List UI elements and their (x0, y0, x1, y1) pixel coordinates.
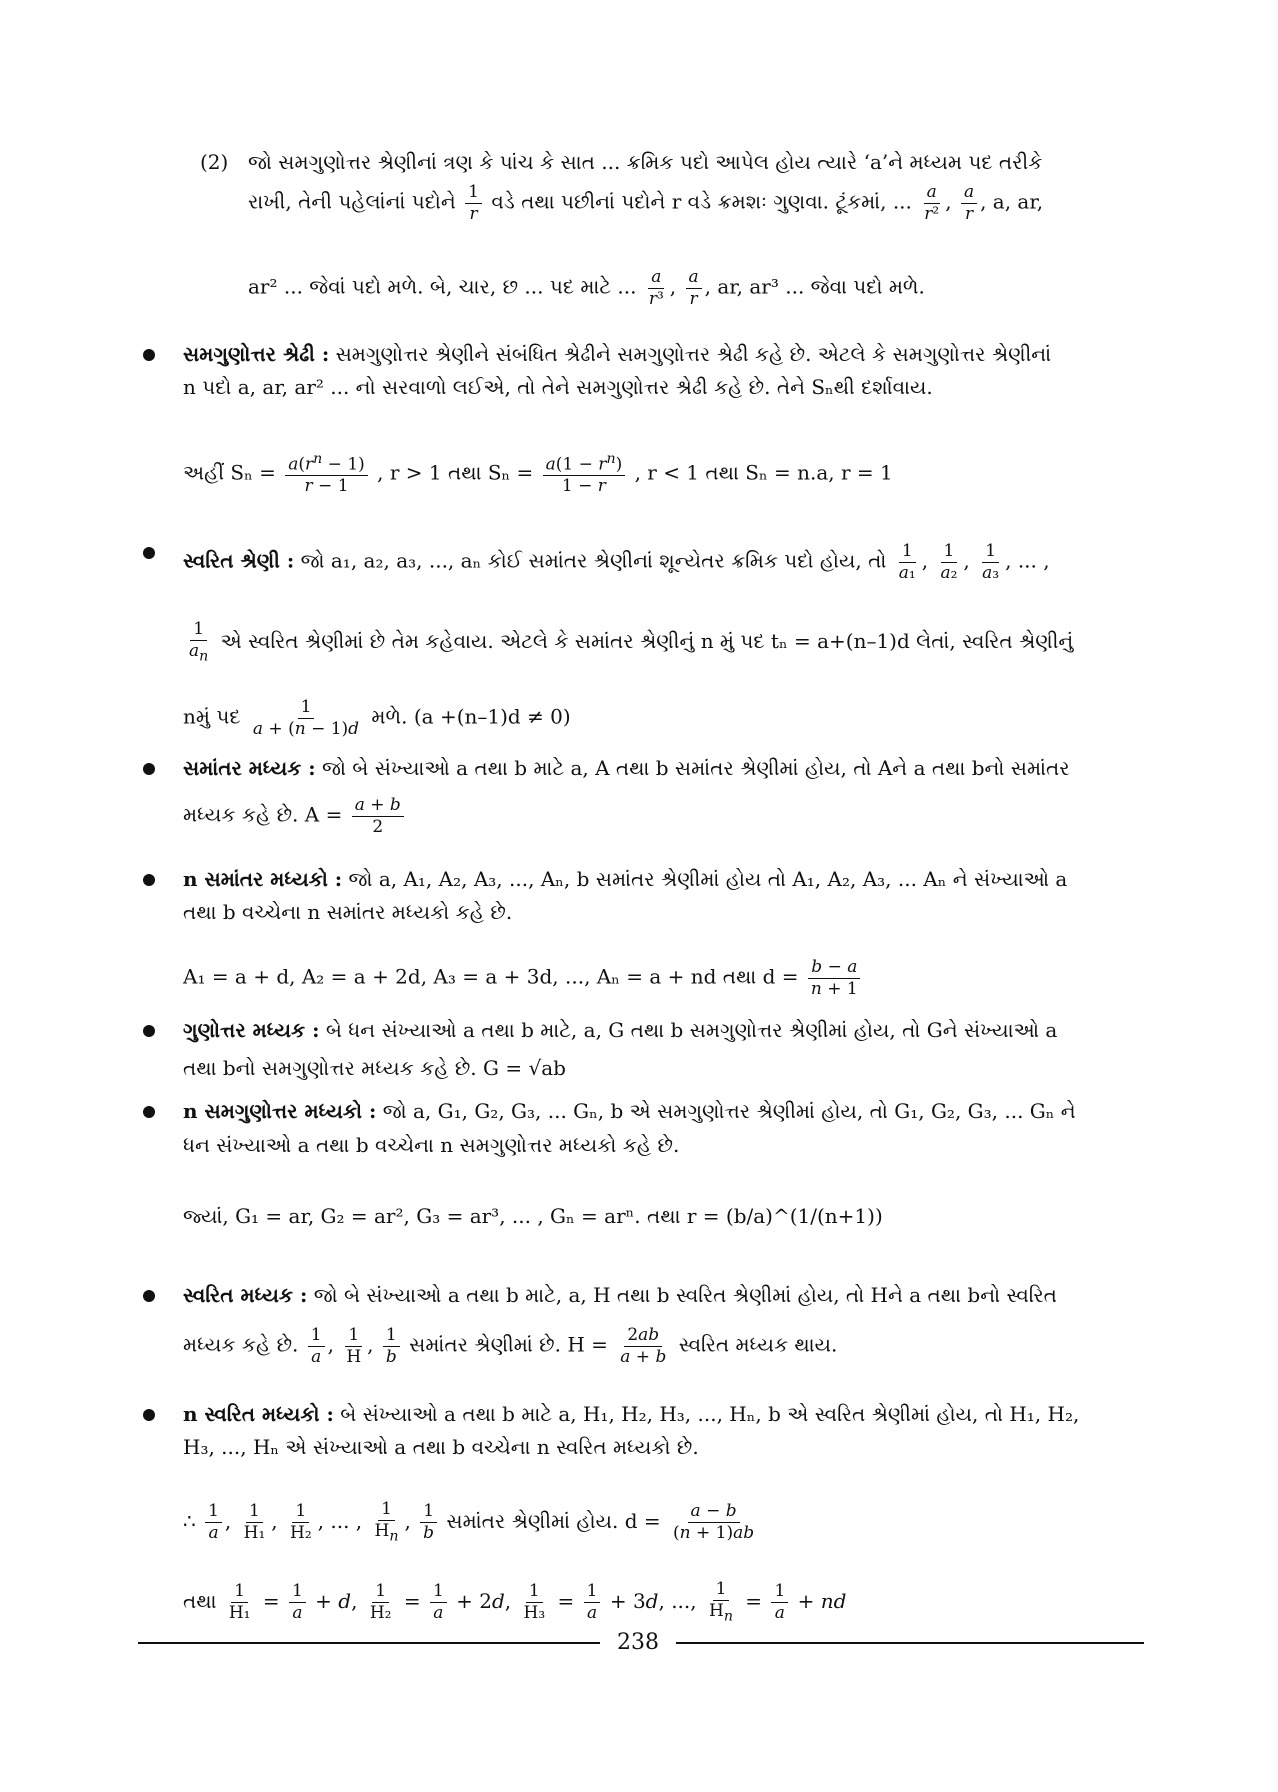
hm-line1: સ્વરિત મધ્યક : જો બે સંખ્યાઓ a તથા b માટે, a, H તથા b સ્વરિત શ્રેણીમાં હોય, તો Hને a તથા bનો સ્વરિત (183, 1283, 1057, 1307)
geo-series-line2: n પદો a, ar, ar² ... નો સરવાળો લઈએ, તો તેને સમગુણોત્તર શ્રેઢી કહે છે. તેને Sₙથી દર્શાવાય. (183, 375, 933, 399)
section-heading: સમગુણોત્તર શ્રેઢી : (183, 342, 330, 366)
n-am-line2: તથા b વચ્ચેના n સમાંતર મધ્યકો કહે છે. (183, 900, 513, 924)
fraction: $\frac{2ab}{a + b}$ (620, 1325, 667, 1367)
n-hm-formula1: ∴ $\frac{1}{a}$ , $\frac{1}{\text{H₁}}$ , $\frac{1}{\text{H₂}}$ , ... , $\frac{1}{H_n}$ , $\frac{1}{b}$ સમાંતર શ્રેણીમાં હોય. d = $\frac{a - b}{(n + 1)ab}$ (183, 1500, 760, 1545)
n-am-formula: A₁ = a + d, A₂ = a + 2d, A₃ = a + 3d, ..., Aₙ = a + nd તથા d = $\frac{b - a}{n + 1}$ (183, 958, 864, 998)
n-gm-formula: જ્યાં, G₁ = ar, G₂ = ar², G₃ = ar³, ... , Gₙ = arⁿ. તથા r = (b/a)^(1/(n+1)) (183, 1204, 883, 1228)
section-heading: ગુણોત્તર મધ્યક : (183, 1018, 320, 1042)
n-hm-line2: H₃, ..., Hₙ એ સંખ્યાઓ a તથા b વચ્ચેના n સ્વરિત મધ્યકો છે. (183, 1435, 699, 1459)
fraction: $\frac{1}{a}$ (584, 1582, 601, 1622)
fraction: $\frac{1}{a}$ (430, 1582, 447, 1622)
fraction: $\frac{1}{a}$ (205, 1502, 222, 1542)
fraction: $\frac{1}{\text{H₁}}$ (243, 1501, 266, 1543)
bullet-icon (143, 1025, 155, 1037)
fraction: $\frac{1}{\text{a₁}}$ (898, 541, 916, 583)
section-heading: n સ્વરિત મધ્યકો : (183, 1402, 334, 1426)
fraction: $\frac{a}{r}$ (686, 268, 702, 308)
geo-series-formula: અહીં Sₙ = $\frac{a(r^n - 1)}{r - 1}$ , r > 1 તથા Sₙ = $\frac{a(1 - r^n)}{1 - r}$ , r < 1 તથા Sₙ = n.a, r = 1 (183, 451, 893, 497)
harmonic-series-line1: સ્વરિત શ્રેણી : જો a₁, a₂, a₃, ..., aₙ કોઈ સમાંતર શ્રેણીનાં શૂન્યેતર ક્રમિક પદો હોય, તો $\frac{1}{\text{a₁}}$ , $\frac{1}{\text{a₂}}$ , $\frac{1}{\text{a₃}}$ , ... , (183, 541, 1050, 583)
fraction: $\frac{1}{H}$ (346, 1325, 362, 1367)
fraction: $\frac{1}{\text{a₃}}$ (982, 541, 1000, 583)
bullet-icon (143, 874, 155, 886)
fraction: $\frac{1}{b}$ (383, 1326, 400, 1366)
item2-line3: ar² ... જેવાં પદો મળે. બે, ચાર, છ ... પદ માટે ... $\frac{a}{\text{r³}}$ , $\frac{a}{r}$ , ar, ar³ ... જેવા પદો મળે. (248, 267, 925, 309)
bullet-icon (143, 547, 155, 559)
section-heading: સમાંતર મધ્યક : (183, 756, 316, 780)
fraction: $\frac{1}{\text{a₂}}$ (940, 541, 958, 583)
fraction: $\frac{1}{H_n}$ (374, 1499, 399, 1545)
section-heading: n સમાંતર મધ્યકો : (183, 867, 343, 891)
fraction: $\frac{a}{r}$ (961, 183, 977, 223)
fraction: $\frac{1}{\text{H₃}}$ (523, 1581, 546, 1623)
n-gm-line1: n સમગુણોત્તર મધ્યકો : જો a, G₁, G₂, G₃, ... Gₙ, b એ સમગુણોત્તર શ્રેણીમાં હોય, તો G₁, G₂, G₃, ... Gₙ ને (183, 1099, 1076, 1123)
fraction: $\frac{a}{\text{r³}}$ (648, 267, 664, 309)
fraction: $\frac{a(1 - r^n)}{1 - r}$ (543, 452, 626, 496)
fraction: $\frac{1}{b}$ (420, 1502, 437, 1542)
n-am-line1: n સમાંતર મધ્યકો : જો a, A₁, A₂, A₃, ..., Aₙ, b સમાંતર શ્રેણીમાં હોય તો A₁, A₂, A₃, ... Aₙ ને સંખ્યાઓ a (183, 867, 1068, 891)
geo-series-line1: સમગુણોત્તર શ્રેઢી : સમગુણોત્તર શ્રેણીને સંબંધિત શ્રેઢીને સમગુણોત્તર શ્રેઢી કહે છે. એટલે કે સમગુણોત્તર શ્રેણીનાં (183, 342, 1052, 366)
n-hm-formula2: તથા $\frac{1}{\text{H₁}}$ = $\frac{1}{a}$ + d, $\frac{1}{\text{H₂}}$ = $\frac{1}{a}$ + 2d, $\frac{1}{\text{H₃}}$ = $\frac{1}{a}$ + 3d, ..., $\frac{1}{H_n}$ = $\frac{1}{a}$ + nd (183, 1579, 847, 1625)
bullet-icon (143, 349, 155, 361)
fraction: $\frac{b - a}{n + 1}$ (808, 958, 861, 998)
page-number: 238 (617, 1630, 659, 1655)
item2-marker: (2) (200, 150, 229, 174)
section-heading: n સમગુણોત્તર મધ્યકો : (183, 1099, 377, 1123)
fraction: $\frac{1}{r}$ (465, 183, 482, 223)
bullet-icon (143, 1106, 155, 1118)
fraction: $\frac{1}{H_n}$ (709, 1579, 733, 1625)
item2-line1: જો સમગુણોત્તર શ્રેણીનાં ત્રણ કે પાંચ કે સાત ... ક્રમિક પદો આપેલ હોય ત્યારે ‘a’ને મધ્યમ પદ તરીકે (248, 150, 1043, 174)
am-line2: મધ્યક કહે છે. A = $\frac{a + b}{2}$ (183, 796, 407, 836)
section-heading: સ્વરિત શ્રેણી : (183, 548, 295, 573)
hm-line2: મધ્યક કહે છે. $\frac{1}{a}$ , $\frac{1}{H}$ , $\frac{1}{b}$ સમાંતર શ્રેણીમાં છે. H = $\frac{2ab}{a + b}$ સ્વરિત મધ્યક થાય. (183, 1325, 838, 1367)
harmonic-series-line3: nમું પદ $\frac{1}{a + (n - 1)d}$ મળે. (a +(n–1)d ≠ 0) (183, 697, 571, 739)
gm-line2: તથા bનો સમગુણોત્તર મધ્યક કહે છે. G = √ab (183, 1056, 566, 1080)
fraction: $\frac{1}{a_n}$ (189, 619, 209, 665)
fraction: $\frac{1}{a + (n - 1)d}$ (252, 697, 360, 739)
n-hm-line1: n સ્વરિત મધ્યકો : બે સંખ્યાઓ a તથા b માટે a, H₁, H₂, H₃, ..., Hₙ, b એ સ્વરિત શ્રેણીમાં હોય, તો H₁, H₂, (183, 1402, 1080, 1426)
harmonic-series-line2: $\frac{1}{a_n}$ એ સ્વરિત શ્રેણીમાં છે તેમ કહેવાય. એટલે કે સમાંતર શ્રેણીનું n મું પદ tₙ = a+(n–1)d લેતાં, સ્વરિત શ્રેણીનું (183, 620, 1073, 665)
fraction: $\frac{1}{a}$ (771, 1582, 788, 1622)
n-gm-line2: ધન સંખ્યાઓ a તથા b વચ્ચેના n સમગુણોત્તર મધ્યકો કહે છે. (183, 1133, 680, 1157)
fraction: $\frac{a(r^n - 1)}{r - 1}$ (285, 452, 368, 496)
bullet-icon (143, 763, 155, 775)
bullet-icon (143, 1409, 155, 1421)
fraction: $\frac{1}{a}$ (308, 1326, 325, 1366)
footer-rule-left (138, 1642, 600, 1644)
fraction: $\frac{1}{\text{H₂}}$ (290, 1501, 312, 1543)
fraction: $\frac{1}{\text{H₂}}$ (369, 1581, 392, 1623)
fraction: $\frac{a + b}{2}$ (352, 796, 404, 836)
footer-rule-right (676, 1642, 1144, 1644)
fraction: $\frac{a - b}{(n + 1)ab}$ (673, 1501, 755, 1543)
item2-line2: રાખી, તેની પહેલાંનાં પદોને $\frac{1}{r}$ વડે તથા પછીનાં પદોને r વડે ક્રમશઃ ગુણવા. ટૂંકમાં, ... $\frac{a}{\text{r²}}$ , $\frac{a}{r}$ , a, ar, (248, 182, 1044, 224)
am-line1: સમાંતર મધ્યક : જો બે સંખ્યાઓ a તથા b માટે a, A તથા b સમાંતર શ્રેણીમાં હોય, તો Aને a તથા bનો સમાંતર (183, 756, 1070, 780)
fraction: $\frac{a}{\text{r²}}$ (924, 182, 940, 224)
gm-line1: ગુણોત્તર મધ્યક : બે ધન સંખ્યાઓ a તથા b માટે, a, G તથા b સમગુણોત્તર શ્રેણીમાં હોય, તો Gને સંખ્યાઓ a (183, 1018, 1058, 1042)
fraction: $\frac{1}{a}$ (289, 1582, 306, 1622)
section-heading: સ્વરિત મધ્યક : (183, 1283, 308, 1307)
bullet-icon (143, 1290, 155, 1302)
fraction: $\frac{1}{\text{H₁}}$ (228, 1581, 251, 1623)
